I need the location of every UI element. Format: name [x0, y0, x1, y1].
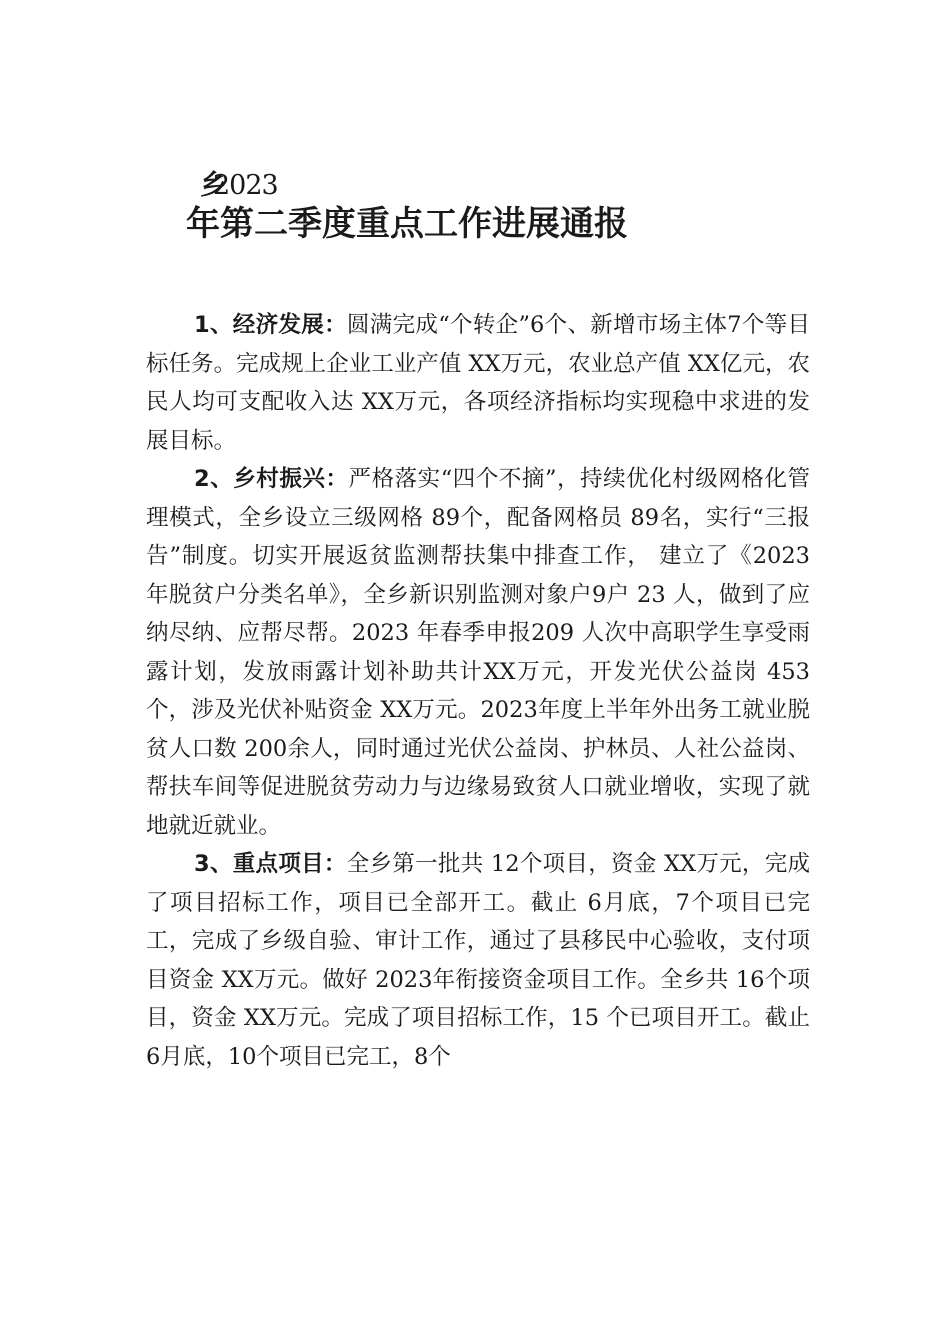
section-key-projects [146, 845, 810, 1076]
document-body [146, 306, 810, 1076]
section-heading: 2、乡村振兴： [194, 466, 349, 492]
section-economy [146, 306, 810, 460]
section-heading: 1、经济发展： [194, 312, 347, 338]
document-title: 年第二季度重点工作进展通报 [186, 204, 628, 244]
title-year: 2023 [213, 170, 278, 201]
section-rural-revitalization [146, 460, 810, 845]
section-text: 全乡第一批共 12个项目，资金 XX万元，完成了项目招标工作，项目已全部开工。截止 6月底，7个项目已完工，完成了乡级自验、审计工作，通过了县移民中心验收，支付项目资金 XX万元。做好 2023年衔接资金项目工作。全乡共 16个项目，资金 XX万元。完成了项目招标工作，15 个已项目开工。截止 6月底，10个项目已完工，8个 [146, 851, 810, 1070]
section-text: 严格落实“四个不摘”，持续优化村级网格化管理模式，全乡设立三级网格 89个，配备网格员 89名，实行“三报告”制度。切实开展返贫监测帮扶集中排查工作， 建立了《2023 年脱贫户分类名单》，全乡新识别监测对象户9户 23 人，做到了应纳尽纳、应帮尽帮。2023 年春季申报209 人次中高职学生享受雨露计划，发放雨露计划补助共计XX万元，开发光伏公益岗 453个，涉及光伏补贴资金 XX万元。2023年度上半年外出务工就业脱贫人口数 200余人，同时通过光伏公益岗、护林员、人社公益岗、帮扶车间等促进脱贫劳动力与边缘易致贫人口就业增收，实现了就地就近就业。 [146, 466, 811, 839]
section-text: 圆满完成“个转企”6个、新增市场主体7个等目标任务。完成规上企业工业产值 XX万元，农业总产值 XX亿元，农民人均可支配收入达 XX万元，各项经济指标均实现稳中求进的发展目标。 [146, 312, 811, 454]
section-heading: 3、重点项目： [194, 851, 347, 877]
title-overlap-glyph: 乡 [200, 170, 213, 201]
